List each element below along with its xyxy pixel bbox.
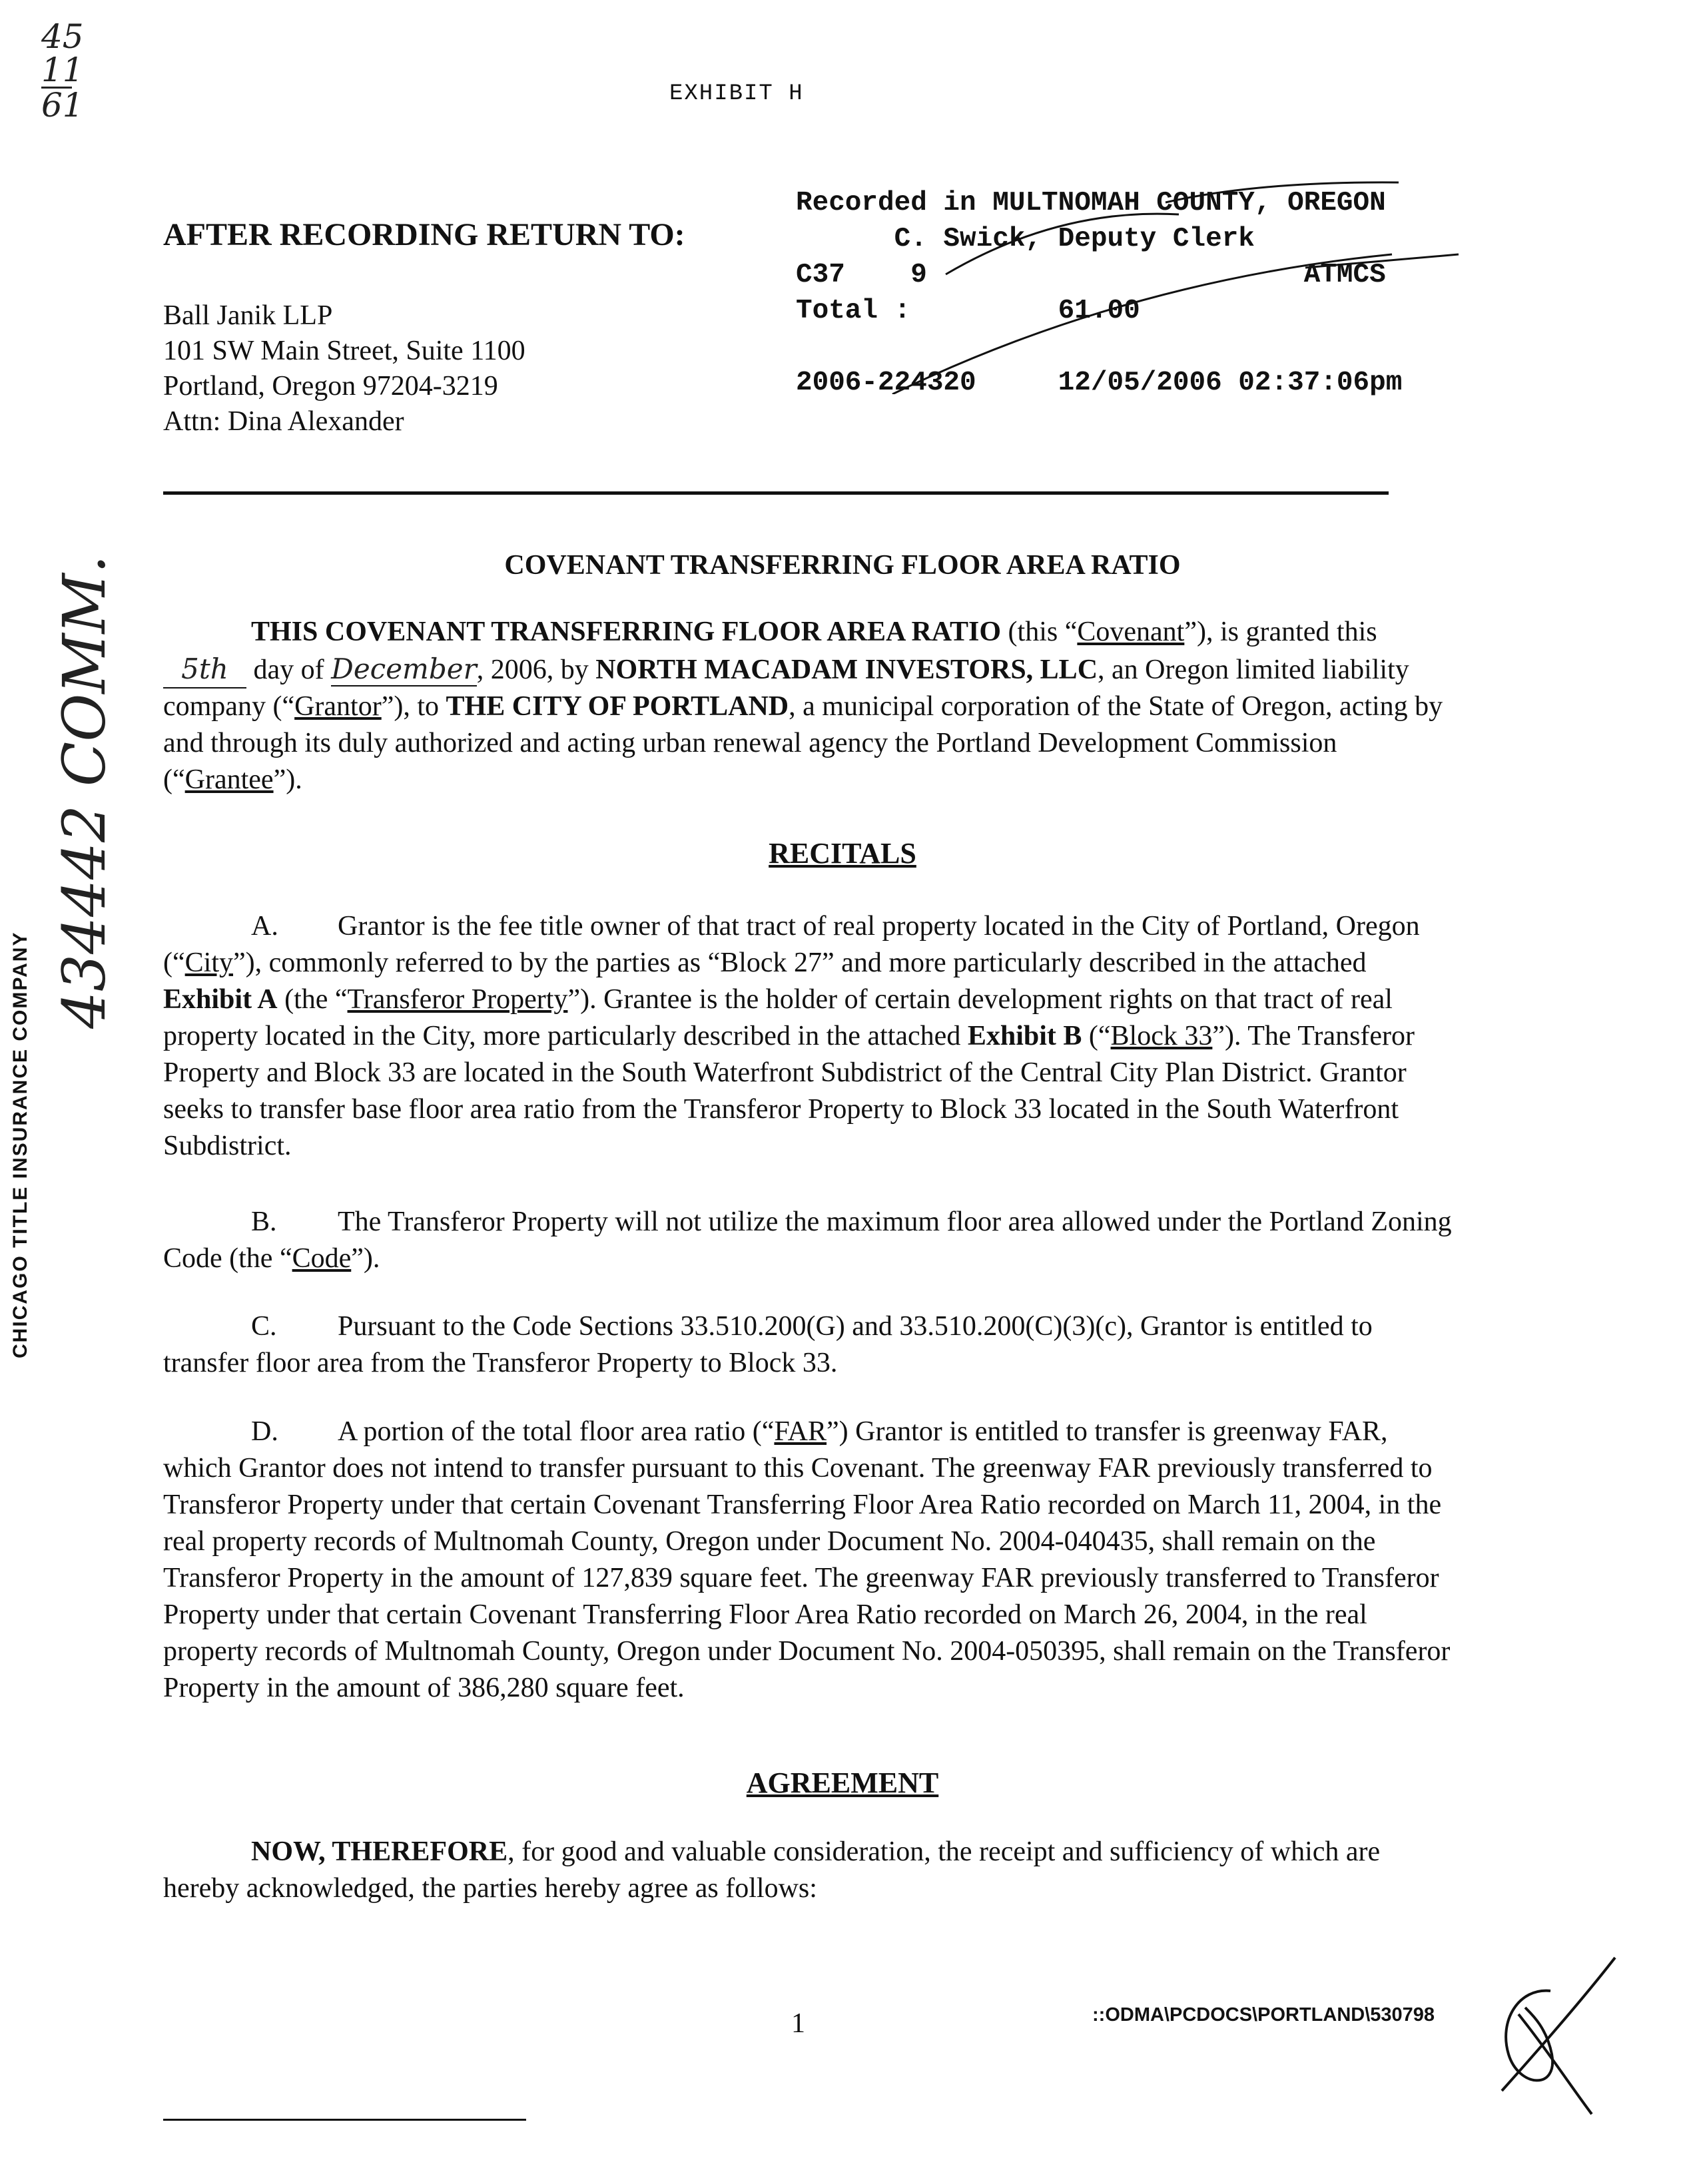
text: Pursuant to the Code Sections 33.510.200(G) and 33.510.200(C)(3)(c), Grantor is entitled to transfer floor area from the Transferor Property to Block 33.: [163, 1311, 1373, 1378]
recital-a: [163, 908, 1452, 1165]
agreement-paragraph: [163, 1834, 1452, 1907]
intro-paragraph: [163, 614, 1452, 798]
text: ”), to: [381, 691, 446, 722]
intro-bold-title: THIS COVENANT TRANSFERRING FLOOR AREA RATIO: [251, 617, 1002, 647]
text: A portion of the total floor area ratio (“: [338, 1416, 775, 1447]
page-number: 1: [791, 2008, 805, 2039]
handwritten-month: December: [331, 653, 477, 685]
text: ”).: [351, 1243, 380, 1274]
defined-term-code: Code: [292, 1243, 352, 1274]
defined-term-city: City: [184, 948, 233, 978]
text: (“: [1082, 1021, 1111, 1051]
now-therefore: NOW, THEREFORE: [251, 1836, 508, 1867]
handwritten-margin-note: 434442 COMM.: [50, 555, 119, 1029]
recital-b: [163, 1204, 1452, 1277]
return-line: Portland, Oregon 97204-3219: [163, 371, 498, 402]
defined-term-grantee: Grantee: [184, 764, 274, 795]
return-to-heading: AFTER RECORDING RETURN TO:: [163, 217, 685, 252]
recording-line: Recorded in MULTNOMAH COUNTY, OREGON: [796, 188, 1386, 218]
defined-term-grantor: Grantor: [294, 691, 382, 722]
text: ”). Grantee is the holder of certain development rights on that tract of real property located in the City, more particularly described in the attached: [163, 984, 1393, 1051]
text: , a municipal corporation of the State of Oregon, acting by and through its duly authorized and acting urban renewal agency the Portland Development Commission (“: [163, 691, 1443, 795]
footer-rule: [163, 2119, 526, 2121]
grantee-name: THE CITY OF PORTLAND: [446, 691, 789, 722]
stamp-slash-marks: [793, 174, 1479, 394]
defined-term-transferor-property: Transferor Property: [347, 984, 568, 1015]
document-path: ::ODMA\PCDOCS\PORTLAND\530798: [1092, 2004, 1435, 2026]
handwritten-line: 45: [41, 17, 84, 56]
handwritten-line: 61: [41, 86, 84, 125]
agreement-heading: AGREEMENT: [746, 1767, 939, 1799]
return-line: Ball Janik LLP: [163, 300, 333, 331]
handwritten-page-note: [41, 17, 84, 125]
document-title: COVENANT TRANSFERRING FLOOR AREA RATIO: [504, 550, 1181, 581]
recital-letter: D.: [251, 1416, 278, 1447]
defined-term-block-33: Block 33: [1110, 1021, 1213, 1051]
recital-letter: A.: [251, 911, 278, 942]
recording-line: 2006-224320 12/05/2006 02:37:06pm: [796, 368, 1403, 398]
recording-line: Total : 61.00: [796, 296, 1140, 326]
return-address: [163, 298, 525, 439]
grantor-name: NORTH MACADAM INVESTORS, LLC: [595, 655, 1098, 685]
text: ”) Grantor is entitled to transfer is greenway FAR, which Grantor does not intend to transfer pursuant to this Covenant. The greenway FAR previously transferred to Transferor Property under that certain Covenant Transferring Floor Area Ratio recorded on March 11, 2004, in the real property records of Multnomah County, Oregon under Document No. 2004-040435, shall remain on the Transferor Property in the amount of 127,839 square feet. The greenway FAR previously transferred to Transferor Property under that certain Covenant Transferring Floor Area Ratio recorded on March 26, 2004, in the real property records of Multnomah County, Oregon under Document No. 2004-050395, shall remain on the Transferor Property in the amount of 386,280 square feet.: [163, 1416, 1451, 1703]
recital-letter: C.: [251, 1311, 277, 1342]
recital-c: [163, 1308, 1452, 1382]
text: ”), commonly referred to by the parties as “Block 27” and more particularly described in the attached: [233, 948, 1367, 978]
recording-line: C. Swick, Deputy Clerk: [796, 224, 1255, 254]
text: ”).: [273, 764, 302, 795]
text: ”). The Transferor Property and Block 33 are located in the South Waterfront Subdistrict of the Central City Plan District. Grantor seeks to transfer base floor area ratio from the Transferor Property to Block 33 located in the South Waterfront Subdistrict.: [163, 1021, 1415, 1161]
recitals-heading: RECITALS: [769, 837, 916, 870]
return-line: 101 SW Main Street, Suite 1100: [163, 336, 525, 366]
handwritten-day: 5th: [163, 651, 246, 688]
text: , for good and valuable consideration, the receipt and sufficiency of which are hereby acknowledged, the parties hereby agree as follows:: [163, 1836, 1381, 1904]
text: day of: [246, 655, 332, 685]
text: (the “: [277, 984, 348, 1015]
handwritten-initials-mark: [1472, 1954, 1625, 2117]
text: Grantor is the fee title owner of that tract of real property located in the City of Portland, Oregon (“: [163, 911, 1420, 978]
exhibit-a-ref: Exhibit A: [163, 984, 278, 1015]
handwritten-line: 11: [41, 51, 84, 89]
recital-d: [163, 1414, 1452, 1707]
text: The Transferor Property will not utilize the maximum floor area allowed under the Portland Zoning Code (the “: [163, 1207, 1452, 1274]
text: ”), is granted this: [1184, 617, 1377, 647]
defined-term-covenant: Covenant: [1077, 617, 1185, 647]
defined-term-far: FAR: [774, 1416, 827, 1447]
text: , 2006, by: [476, 655, 596, 685]
exhibit-label: EXHIBIT H: [669, 81, 804, 107]
return-line: Attn: Dina Alexander: [163, 406, 404, 437]
text: , an Oregon limited liability company (“: [163, 655, 1409, 722]
recital-letter: B.: [251, 1207, 277, 1237]
header-rule: [163, 491, 1389, 495]
exhibit-b-ref: Exhibit B: [967, 1021, 1082, 1051]
text: (this “: [1001, 617, 1078, 647]
title-company-stamp: CHICAGO TITLE INSURANCE COMPANY: [9, 931, 31, 1358]
recording-line: C37 9 ATMCS: [796, 260, 1386, 290]
